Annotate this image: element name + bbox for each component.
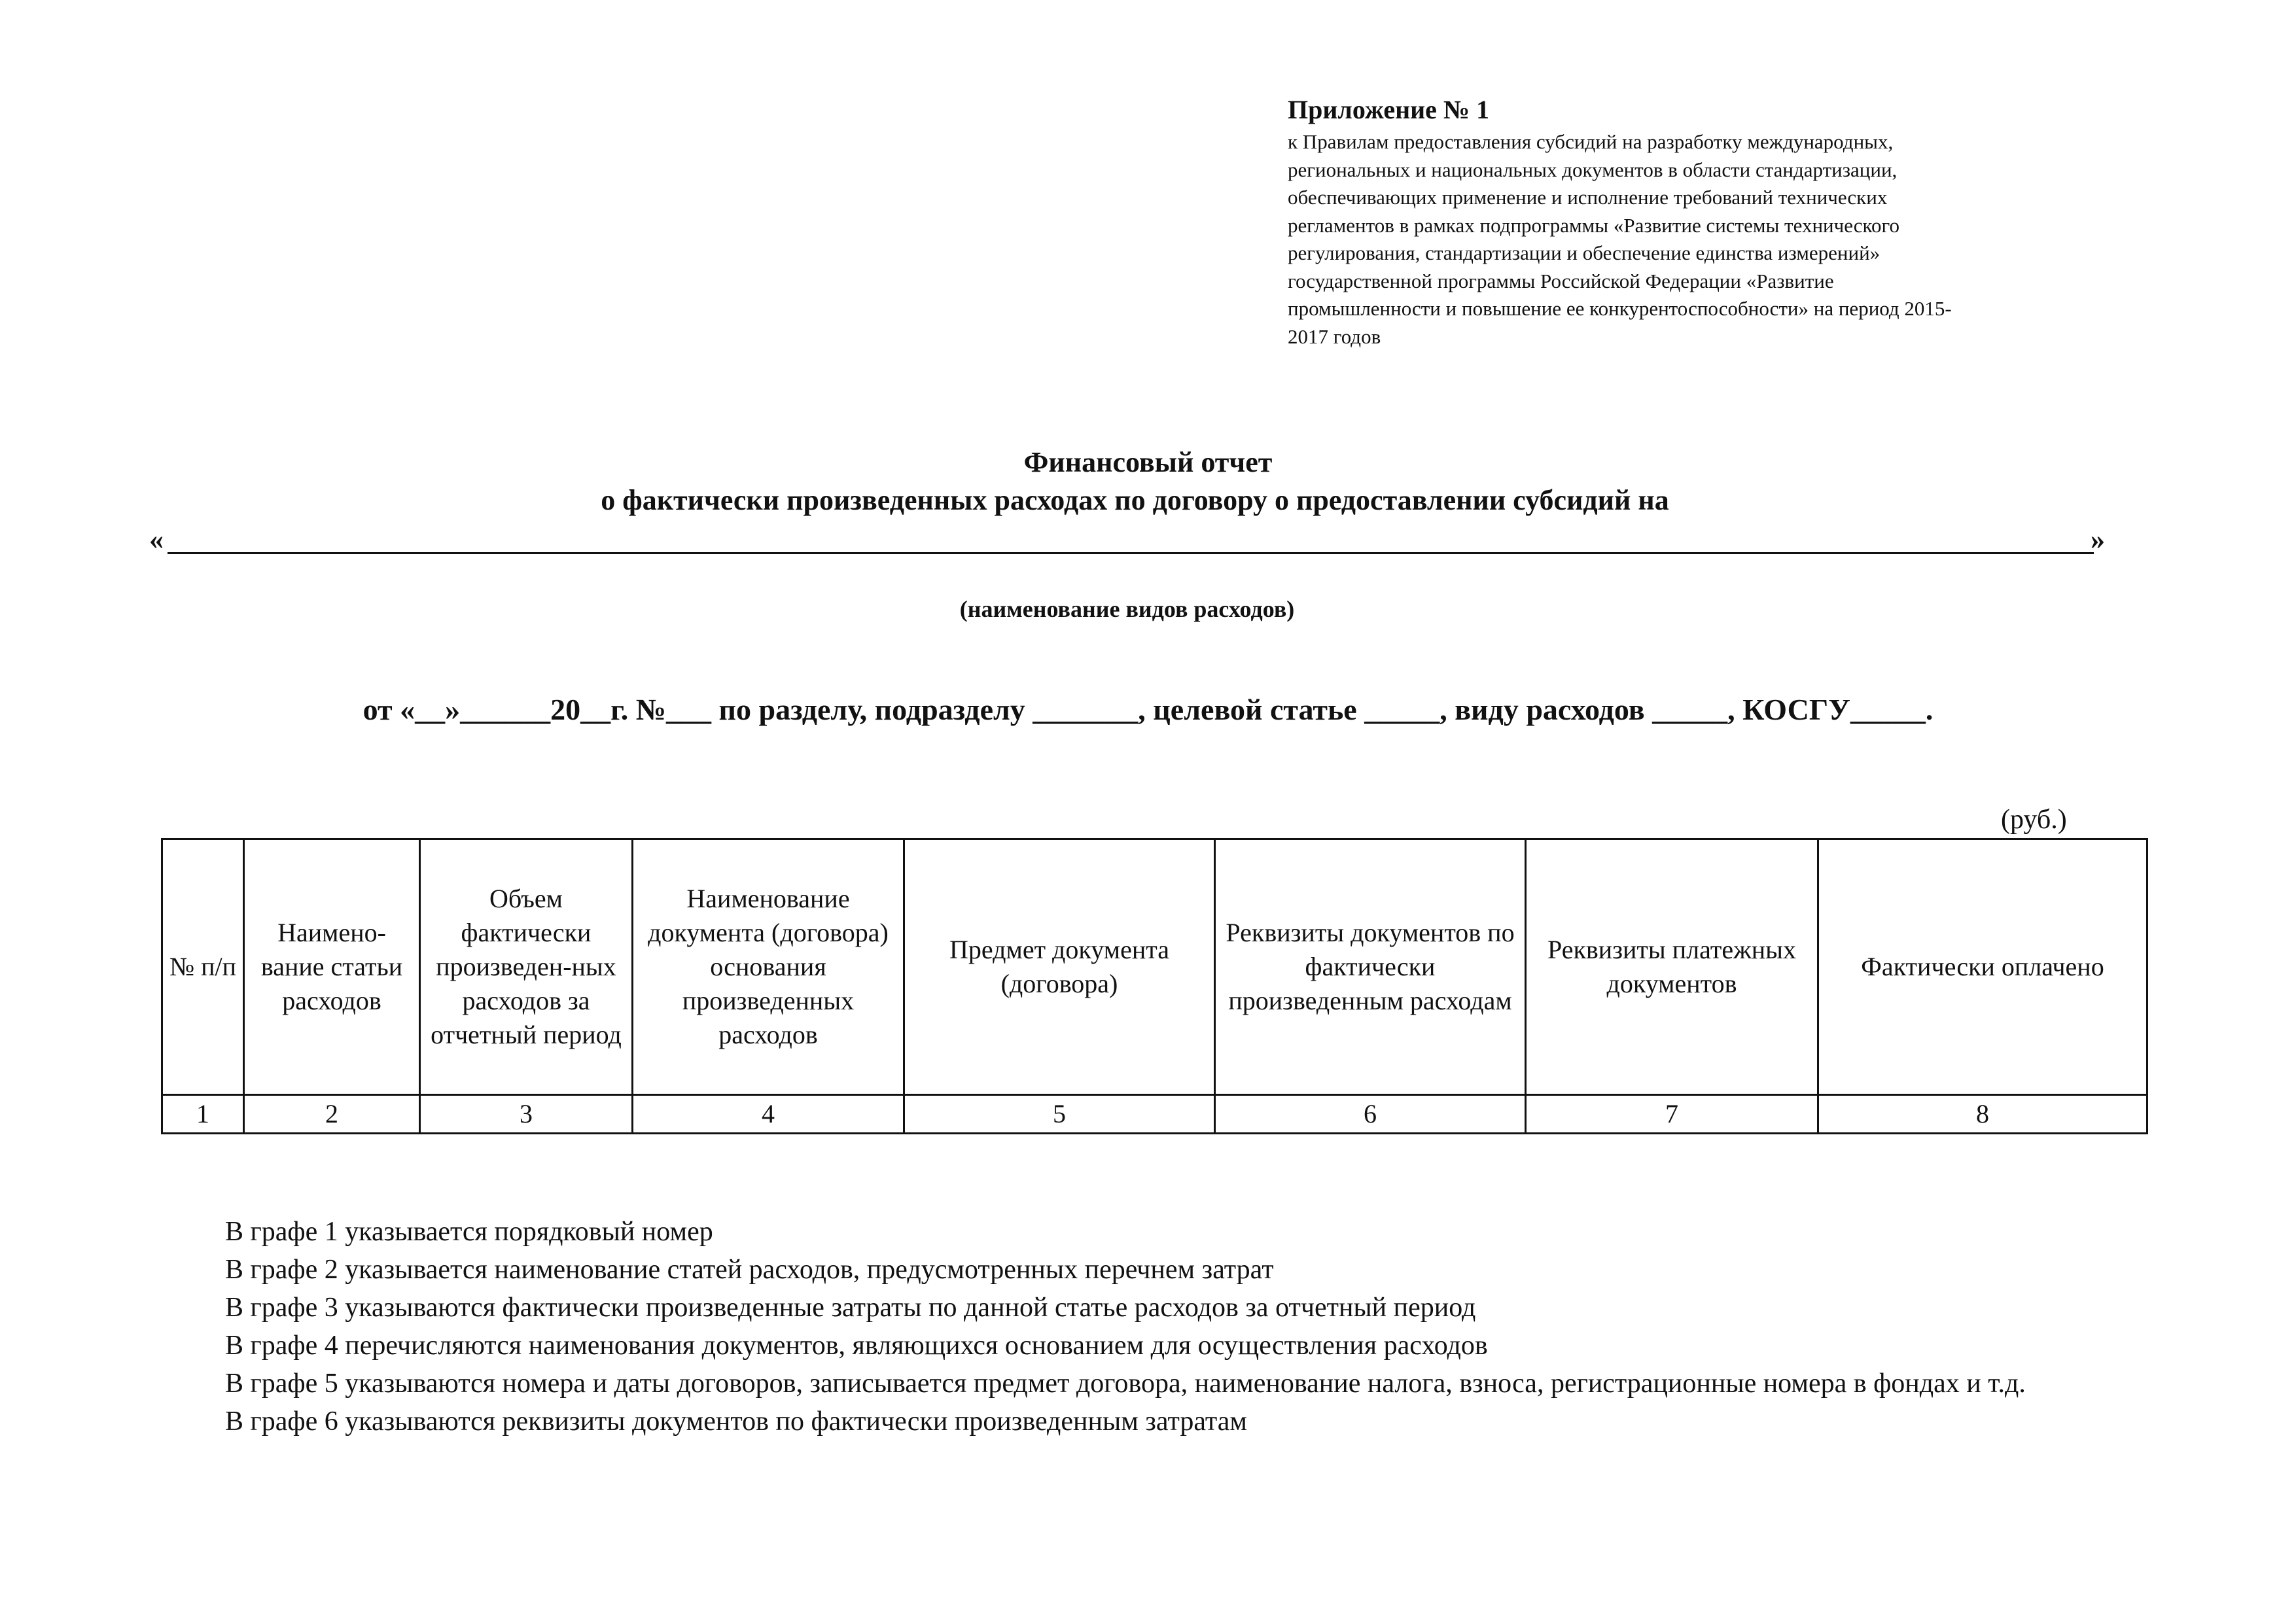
appendix-block [1288, 94, 2125, 351]
quote-close: » [2091, 523, 2105, 555]
expense-name-caption: (наименование видов расходов) [959, 596, 1295, 622]
appendix-line: промышленности и повышение ее конкурентоспособности» на период 2015- [1288, 297, 1952, 320]
appendix-line: регламентов в рамках подпрограммы «Развитие системы технического [1288, 213, 1899, 237]
expense-name-blank-line [168, 552, 2094, 554]
column-number: 2 [244, 1095, 420, 1134]
note-paragraph: В графе 1 указывается порядковый номер [225, 1217, 713, 1247]
note-paragraph: В графе 2 указывается наименование статей расходов, предусмотренных перечнем затрат [225, 1255, 1274, 1285]
column-number: 8 [1818, 1095, 2147, 1134]
column-header-document-details: Реквизиты документов по фактически произведенным расходам [1215, 839, 1526, 1095]
appendix-line: региональных и национальных документов в области стандартизации, [1288, 158, 1898, 181]
table-column-numbers-row [162, 1095, 2147, 1134]
appendix-line: регулирования, стандартизации и обеспечение единства измерений» [1288, 241, 1881, 264]
note-paragraph: В графе 5 указываются номера и даты договоров, записывается предмет договора, наименование налога, взноса, регистрационные номера в фондах и т.д. [225, 1369, 2026, 1399]
note-paragraph: В графе 6 указываются реквизиты документов по фактически произведенным затратам [225, 1406, 1247, 1437]
column-header-document-subject: Предмет документа (договора) [904, 839, 1215, 1095]
column-header-expense-item: Наимено-вание статьи расходов [244, 839, 420, 1095]
note-paragraph: В графе 4 перечисляются наименования документов, являющихся основанием для осуществления расходов [225, 1331, 1488, 1361]
column-notes [149, 1213, 2109, 1440]
column-number: 3 [420, 1095, 633, 1134]
column-number: 6 [1215, 1095, 1526, 1134]
appendix-title: Приложение № 1 [1288, 95, 1490, 124]
currency-units: (руб.) [2001, 805, 2067, 835]
financial-report-table [161, 838, 2148, 1134]
column-number: 7 [1526, 1095, 1818, 1134]
report-title: Финансовый отчет [1023, 446, 1273, 478]
column-header-basis-document: Наименование документа (договора) основания произведенных расходов [633, 839, 904, 1095]
date-and-classification-line: от «__»______20__г. №___ по разделу, подразделу _______, целевой статье _____, виду расходов _____, КОСГУ_____. [362, 693, 1934, 726]
appendix-line: к Правилам предоставления субсидий на разработку международных, [1288, 130, 1894, 153]
table-header-row [162, 839, 2147, 1095]
appendix-line: государственной программы Российской Федерации «Развитие [1288, 269, 1834, 292]
appendix-line: 2017 годов [1288, 324, 1381, 348]
column-header-actually-paid: Фактически оплачено [1818, 839, 2147, 1095]
column-number: 5 [904, 1095, 1215, 1134]
column-header-payment-details: Реквизиты платежных документов [1526, 839, 1818, 1095]
quote-open: « [149, 523, 164, 555]
column-header-number: № п/п [162, 839, 244, 1095]
note-paragraph: В графе 3 указываются фактически произведенные затраты по данной статье расходов за отчетный период [225, 1293, 1476, 1323]
column-header-actual-expenses: Объем фактически произведен-ных расходов за отчетный период [420, 839, 633, 1095]
report-subtitle: о фактически произведенных расходах по договору о предоставлении субсидий на [601, 484, 1669, 516]
appendix-line: обеспечивающих применение и исполнение требований технических [1288, 186, 1888, 209]
column-number: 1 [162, 1095, 244, 1134]
column-number: 4 [633, 1095, 904, 1134]
